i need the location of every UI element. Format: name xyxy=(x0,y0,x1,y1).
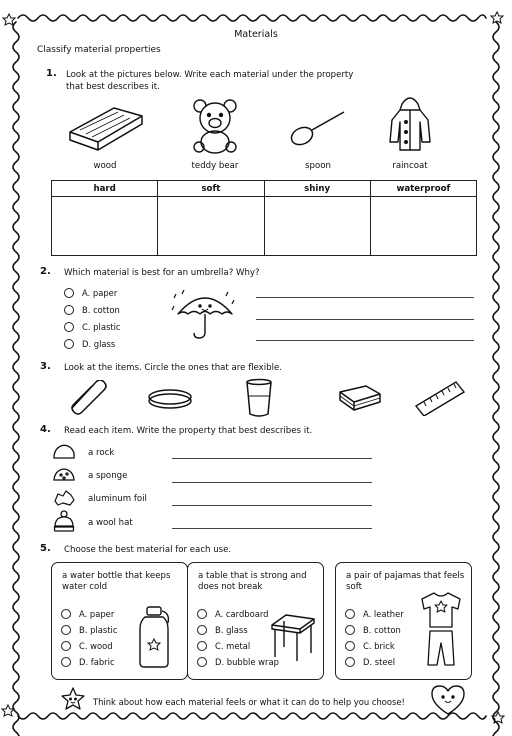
option-item[interactable] xyxy=(345,638,404,654)
option-label: D. bubble wrap xyxy=(215,657,279,667)
option-item[interactable] xyxy=(61,606,117,622)
option-label: C. brick xyxy=(363,641,395,651)
q2-answer-line[interactable] xyxy=(256,340,474,341)
item-label-wool-hat: a wool hat xyxy=(88,518,133,528)
q2-options xyxy=(64,284,121,352)
option-item[interactable] xyxy=(197,638,279,654)
answer-cell-shiny[interactable] xyxy=(264,197,370,256)
q3-number: 3. xyxy=(40,361,51,372)
option-label: D. fabric xyxy=(79,657,115,667)
option-label: B. cotton xyxy=(82,304,120,315)
footer-tip: Think about how each material feels or what it can do to help you choose! xyxy=(93,697,405,707)
sponge-icon xyxy=(52,466,76,484)
rubber-band-icon[interactable] xyxy=(146,386,194,412)
picture-caption-teddy-bear: teddy bear xyxy=(191,161,239,171)
answer-cell-soft[interactable] xyxy=(158,197,264,256)
q4-answer-line[interactable] xyxy=(172,458,372,459)
option-label: A. paper xyxy=(82,287,118,298)
raincoat-icon xyxy=(386,92,434,154)
column-header-soft: soft xyxy=(158,181,264,197)
option-label: B. cotton xyxy=(363,625,401,635)
radio-circle[interactable] xyxy=(345,609,355,619)
q2-text: Which material is best for an umbrella? Why? xyxy=(64,268,260,278)
q4-answer-line[interactable] xyxy=(172,505,372,506)
option-item[interactable] xyxy=(197,622,279,638)
page-subtitle: Classify material properties xyxy=(37,45,161,55)
aluminum-foil-icon xyxy=(52,489,76,507)
paper-clip-icon[interactable] xyxy=(64,380,108,416)
rock-icon xyxy=(52,443,76,461)
option-item[interactable] xyxy=(345,622,404,638)
column-header-waterproof: waterproof xyxy=(370,181,476,197)
option-label: D. steel xyxy=(363,657,396,667)
option-label: B. plastic xyxy=(79,625,118,635)
option-item[interactable] xyxy=(197,654,279,670)
option-item[interactable] xyxy=(64,284,121,301)
column-header-hard: hard xyxy=(52,181,158,197)
q4-number: 4. xyxy=(40,424,51,435)
option-item[interactable] xyxy=(197,606,279,622)
q4-answer-line[interactable] xyxy=(172,528,372,529)
option-label: B. glass xyxy=(215,625,248,635)
q2-answer-line[interactable] xyxy=(256,297,474,298)
column-header-shiny: shiny xyxy=(264,181,370,197)
wood-plank-icon xyxy=(66,102,146,152)
q3-text: Look at the items. Circle the ones that are flexible. xyxy=(64,363,283,373)
smiling-star-icon xyxy=(60,686,86,712)
item-label-sponge: a sponge xyxy=(88,471,128,481)
option-label: C. metal xyxy=(215,641,251,651)
q5-text: Choose the best material for each use. xyxy=(64,545,232,555)
radio-circle[interactable] xyxy=(197,609,207,619)
spoon-icon xyxy=(288,106,348,150)
radio-circle[interactable] xyxy=(61,657,71,667)
radio-circle[interactable] xyxy=(197,641,207,651)
use-box-table xyxy=(187,562,324,680)
option-item[interactable] xyxy=(61,622,117,638)
q2-number: 2. xyxy=(40,266,51,277)
radio-circle[interactable] xyxy=(64,288,74,298)
option-item[interactable] xyxy=(61,638,117,654)
picture-caption-raincoat: raincoat xyxy=(392,161,428,171)
radio-circle[interactable] xyxy=(345,657,355,667)
option-label: A. paper xyxy=(79,609,115,619)
radio-circle[interactable] xyxy=(345,625,355,635)
option-item[interactable] xyxy=(64,318,121,335)
pajamas-icon xyxy=(418,591,464,669)
use-box-title: a table that is strong and does not break xyxy=(198,571,307,592)
q1-number: 1. xyxy=(46,68,57,79)
picture-caption-wood: wood xyxy=(93,161,117,171)
radio-circle[interactable] xyxy=(64,322,74,332)
radio-circle[interactable] xyxy=(64,339,74,349)
wool-hat-icon xyxy=(52,510,76,532)
ruler-icon[interactable] xyxy=(412,378,468,416)
option-label: C. wood xyxy=(79,641,113,651)
option-item[interactable] xyxy=(345,606,404,622)
answer-cell-hard[interactable] xyxy=(52,197,158,256)
property-sort-table xyxy=(51,180,477,256)
q4-text: Read each item. Write the property that best describes it. xyxy=(64,426,313,436)
option-label: D. glass xyxy=(82,338,116,349)
picture-caption-spoon: spoon xyxy=(305,161,331,171)
q4-answer-line[interactable] xyxy=(172,482,372,483)
option-label: C. plastic xyxy=(82,321,121,332)
radio-circle[interactable] xyxy=(64,305,74,315)
option-item[interactable] xyxy=(345,654,404,670)
radio-circle[interactable] xyxy=(197,657,207,667)
option-label: A. cardboard xyxy=(215,609,269,619)
radio-circle[interactable] xyxy=(345,641,355,651)
radio-circle[interactable] xyxy=(61,625,71,635)
use-box-water-bottle xyxy=(51,562,188,680)
teddy-bear-icon xyxy=(186,96,244,154)
q5-number: 5. xyxy=(40,543,51,554)
q1-text: Look at the pictures below. Write each material under the property that best describes it. xyxy=(66,70,354,92)
use-box-title: a pair of pajamas that feels soft xyxy=(346,571,465,592)
q2-answer-line[interactable] xyxy=(256,319,474,320)
water-bottle-icon xyxy=(136,605,172,669)
folded-towel-icon[interactable] xyxy=(336,382,384,414)
table-icon xyxy=(270,613,316,663)
answer-cell-waterproof[interactable] xyxy=(370,197,476,256)
item-label-rock: a rock xyxy=(88,448,115,458)
option-item[interactable] xyxy=(64,335,121,352)
radio-circle[interactable] xyxy=(61,641,71,651)
option-item[interactable] xyxy=(64,301,121,318)
option-item[interactable] xyxy=(61,654,117,670)
page-title: Materials xyxy=(234,29,278,40)
smiling-heart-icon xyxy=(430,684,466,716)
use-box-pajamas xyxy=(335,562,472,680)
radio-circle[interactable] xyxy=(197,625,207,635)
radio-circle[interactable] xyxy=(61,609,71,619)
item-label-aluminum-foil: aluminum foil xyxy=(88,494,147,504)
glass-cup-icon[interactable] xyxy=(244,378,274,418)
use-box-title: a water bottle that keeps water cold xyxy=(62,571,171,592)
option-label: A. leather xyxy=(363,609,404,619)
umbrella-icon xyxy=(170,286,240,342)
